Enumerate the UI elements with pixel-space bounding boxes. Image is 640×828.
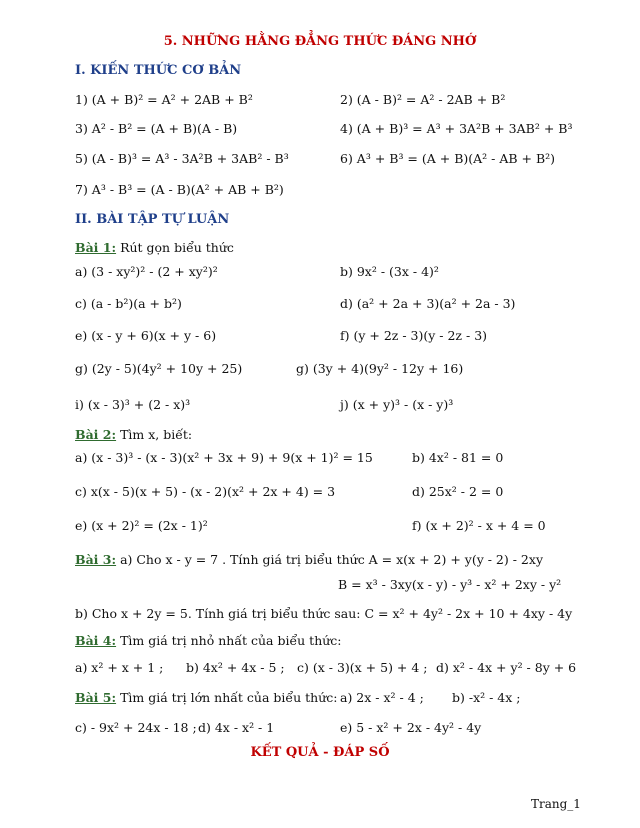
exercise-5-item: e) 5 - x² + 2x - 4y² - 4y (340, 720, 482, 735)
exercise-2-item: e) (x + 2)² = (2x - 1)² (75, 518, 208, 533)
exercise-1-item: i) (x - 3)³ + (2 - x)³ (75, 397, 191, 412)
exercise-1-item: b) 9x² - (3x - 4)² (340, 264, 439, 279)
exercise-3-label: Bài 3: (75, 552, 117, 567)
identity-4: 4) (A + B)³ = A³ + 3A²B + 3AB² + B³ (340, 121, 573, 136)
exercise-3-line-1: a) Cho x - y = 7 . Tính giá trị biểu thức A = x(x + 2) + y(y - 2) - 2xy (120, 552, 543, 567)
exercise-1-item: c) (a - b²)(a + b²) (75, 296, 182, 311)
exercise-2-item: a) (x - 3)³ - (x - 3)(x² + 3x + 9) + 9(x + 1)² = 15 (75, 450, 373, 465)
exercise-4-item: a) x² + x + 1 ; (75, 660, 164, 675)
exercise-5-item: d) 4x - x² - 1 (198, 720, 275, 735)
exercise-4-item: b) 4x² + 4x - 5 ; (186, 660, 285, 675)
exercise-4-label: Bài 4: (75, 633, 117, 648)
exercise-5-item: c) - 9x² + 24x - 18 ; (75, 720, 197, 735)
exercise-3-line-2: B = x³ - 3xy(x - y) - y³ - x² + 2xy - y² (338, 577, 562, 592)
exercise-2-item: f) (x + 2)² - x + 4 = 0 (412, 518, 546, 533)
exercise-1-item: d) (a² + 2a + 3)(a² + 2a - 3) (340, 296, 516, 311)
identity-3: 3) A² - B² = (A + B)(A - B) (75, 121, 238, 136)
identity-1: 1) (A + B)² = A² + 2AB + B² (75, 92, 253, 107)
exercise-3-line-3: b) Cho x + 2y = 5. Tính giá trị biểu thức sau: C = x² + 4y² - 2x + 10 + 4xy - 4y (75, 606, 573, 621)
identity-6: 6) A³ + B³ = (A + B)(A² - AB + B²) (340, 151, 556, 166)
exercise-2-text: Tìm x, biết: (120, 427, 193, 442)
identity-5: 5) (A - B)³ = A³ - 3A²B + 3AB² - B³ (75, 151, 289, 166)
exercise-1-item: g) (2y - 5)(4y² + 10y + 25) (75, 361, 243, 376)
exercise-2-heading (75, 427, 192, 442)
identity-2: 2) (A - B)² = A² - 2AB + B² (340, 92, 506, 107)
exercise-1-label: Bài 1: (75, 240, 117, 255)
page-title: 5. NHỮNG HẰNG ĐẲNG THỨC ĐÁNG NHỚ (163, 34, 477, 49)
exercise-2-item: d) 25x² - 2 = 0 (412, 484, 504, 499)
exercise-1-item: e) (x - y + 6)(x + y - 6) (75, 328, 217, 343)
exercise-4-item: d) x² - 4x + y² - 8y + 6 (436, 660, 577, 675)
exercise-1-heading (75, 240, 234, 255)
exercise-1-item: j) (x + y)³ - (x - y)³ (340, 397, 454, 412)
exercise-5-label: Bài 5: (75, 690, 117, 705)
exercise-4-item: c) (x - 3)(x + 5) + 4 ; (297, 660, 428, 675)
exercise-4-text: Tìm giá trị nhỏ nhất của biểu thức: (120, 633, 342, 648)
section-heading-exercises: II. BÀI TẬP TỰ LUẬN (75, 212, 230, 227)
exercise-1-item: f) (y + 2z - 3)(y - 2z - 3) (340, 328, 488, 343)
results-heading: KẾT QUẢ - ĐÁP SỐ (250, 745, 390, 760)
exercise-2-item: c) x(x - 5)(x + 5) - (x - 2)(x² + 2x + 4) = 3 (75, 484, 336, 499)
exercise-1-item: g) (3y + 4)(9y² - 12y + 16) (296, 361, 464, 376)
identity-7: 7) A³ - B³ = (A - B)(A² + AB + B²) (75, 182, 284, 197)
exercise-1-item: a) (3 - xy²)² - (2 + xy²)² (75, 264, 218, 279)
page-number: Trang_1 (531, 797, 581, 811)
exercise-5-text: Tìm giá trị lớn nhất của biểu thức: (120, 690, 338, 705)
exercise-5-item: b) -x² - 4x ; (452, 690, 521, 705)
exercise-4-heading (75, 633, 342, 648)
section-heading-basics: I. KIẾN THỨC CƠ BẢN (75, 63, 242, 78)
exercise-1-text: Rút gọn biểu thức (120, 240, 234, 255)
exercise-3-heading (75, 552, 543, 567)
exercise-5-item: a) 2x - x² - 4 ; (340, 690, 424, 705)
exercise-5-heading (75, 690, 337, 705)
exercise-2-label: Bài 2: (75, 427, 117, 442)
exercise-2-item: b) 4x² - 81 = 0 (412, 450, 504, 465)
